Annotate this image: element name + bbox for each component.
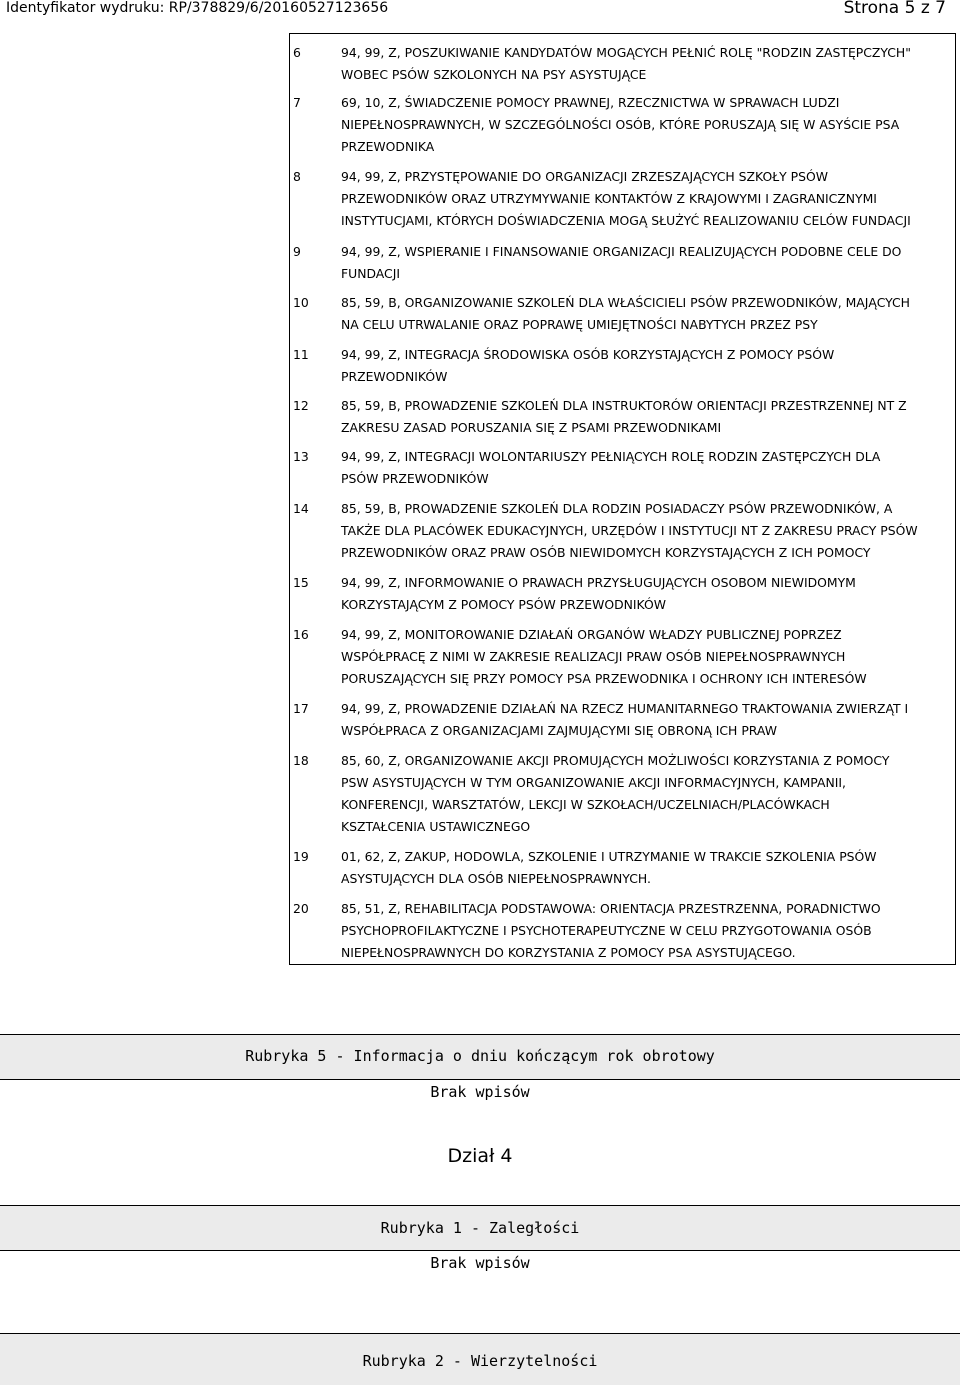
entry-number: 11: [293, 347, 309, 362]
entry-number: 7: [293, 95, 301, 110]
entry-text-line: INSTYTUCJAMI, KTÓRYCH DOŚWIADCZENIA MOGĄ SŁUŻYĆ REALIZOWANIU CELÓW FUNDACJI: [341, 213, 911, 228]
entry-text-line: 94, 99, Z, WSPIERANIE I FINANSOWANIE ORGANIZACJI REALIZUJĄCYCH PODOBNE CELE DO: [341, 244, 902, 259]
rubryka-5-value: Brak wpisów: [430, 1083, 530, 1101]
entry-text: [341, 42, 953, 86]
entry-text: [341, 498, 953, 564]
entry-number: 13: [293, 449, 309, 464]
entry-text: [341, 292, 953, 336]
entry-number: 6: [293, 45, 301, 60]
entry-number: 12: [293, 398, 309, 413]
entry-text-line: WSPÓŁPRACĘ Z NIMI W ZAKRESIE REALIZACJI PRAW OSÓB NIEPEŁNOSPRAWNYCH: [341, 649, 846, 664]
entry-number: 9: [293, 244, 301, 259]
entry-text: [341, 92, 953, 158]
rubryka-2-header: [0, 1333, 960, 1385]
entry-text-line: 94, 99, Z, PRZYSTĘPOWANIE DO ORGANIZACJI ZRZESZAJĄCYCH SZKOŁY PSÓW: [341, 169, 829, 184]
entry-text-line: PRZEWODNIKA: [341, 139, 435, 154]
rubryka-5-header: [0, 1034, 960, 1080]
entry-text-line: 94, 99, Z, INFORMOWANIE O PRAWACH PRZYSŁUGUJĄCYCH OSOBOM NIEWIDOMYM: [341, 575, 856, 590]
print-identifier: Identyfikator wydruku: RP/378829/6/20160527123656: [6, 0, 389, 16]
entry-number: 18: [293, 753, 309, 768]
entry-text-line: NIEPEŁNOSPRAWNYCH DO KORZYSTANIA Z POMOCY PSA ASYSTUJĄCEGO.: [341, 945, 796, 960]
entry-text-line: NIEPEŁNOSPRAWNYCH, W SZCZEGÓLNOŚCI OSÓB, KTÓRE PORUSZAJĄ SIĘ W ASYŚCIE PSA: [341, 117, 900, 132]
entry-text-line: 85, 59, B, ORGANIZOWANIE SZKOLEŃ DLA WŁAŚCICIELI PSÓW PRZEWODNIKÓW, MAJĄCYCH: [341, 295, 910, 310]
entry-text-line: 85, 60, Z, ORGANIZOWANIE AKCJI PROMUJĄCYCH MOŻLIWOŚCI KORZYSTANIA Z POMOCY: [341, 753, 890, 768]
entry-text-line: PRZEWODNIKÓW: [341, 369, 448, 384]
dzial-4-title: Dział 4: [447, 1145, 513, 1167]
entry-text: [341, 572, 953, 616]
rubryka-2-title: Rubryka 2 - Wierzytelności: [362, 1352, 598, 1370]
page-number: Strona 5 z 7: [843, 0, 946, 18]
entry-text-line: ASYSTUJĄCYCH DLA OSÓB NIEPEŁNOSPRAWNYCH.: [341, 871, 651, 886]
entry-number: 10: [293, 295, 309, 310]
entry-text-line: TAKŻE DLA PLACÓWEK EDUKACYJNYCH, URZĘDÓW I INSTYTUCJI NT Z ZAKRESU PRACY PSÓW: [341, 523, 918, 538]
entry-number: 19: [293, 849, 309, 864]
rubryka-1-header: [0, 1205, 960, 1251]
entry-text: [341, 446, 953, 490]
entry-text-line: PRZEWODNIKÓW ORAZ PRAW OSÓB NIEWIDOMYCH KORZYSTAJĄCYCH Z ICH POMOCY: [341, 545, 871, 560]
entry-text: [341, 241, 953, 285]
entry-text-line: KORZYSTAJĄCYM Z POMOCY PSÓW PRZEWODNIKÓW: [341, 597, 666, 612]
entry-text-line: 85, 59, B, PROWADZENIE SZKOLEŃ DLA RODZIN POSIADACZY PSÓW PRZEWODNIKÓW, A: [341, 501, 893, 516]
rubryka-5-title: Rubryka 5 - Informacja o dniu kończącym rok obrotowy: [245, 1047, 715, 1065]
entry-text-line: 94, 99, Z, INTEGRACJI WOLONTARIUSZY PEŁNIĄCYCH ROLĘ RODZIN ZASTĘPCZYCH DLA: [341, 449, 881, 464]
activities-table: [289, 33, 956, 965]
entry-text-line: 85, 59, B, PROWADZENIE SZKOLEŃ DLA INSTRUKTORÓW ORIENTACJI PRZESTRZENNEJ NT Z: [341, 398, 907, 413]
entry-text: [341, 395, 953, 439]
entry-text-line: PSÓW PRZEWODNIKÓW: [341, 471, 489, 486]
entry-number: 17: [293, 701, 309, 716]
entry-text-line: ZAKRESU ZASAD PORUSZANIA SIĘ Z PSAMI PRZEWODNIKAMI: [341, 420, 722, 435]
entry-text-line: WSPÓŁPRACA Z ORGANIZACJAMI ZAJMUJĄCYMI SIĘ OBRONĄ ICH PRAW: [341, 723, 777, 738]
entry-text-line: PORUSZAJĄCYCH SIĘ PRZY POMOCY PSA PRZEWODNIKA I OCHRONY ICH INTERESÓW: [341, 671, 867, 686]
entry-text: [341, 344, 953, 388]
print-header: [0, 0, 960, 24]
entry-text-line: 01, 62, Z, ZAKUP, HODOWLA, SZKOLENIE I UTRZYMANIE W TRAKCIE SZKOLENIA PSÓW: [341, 849, 877, 864]
entry-text-line: 94, 99, Z, INTEGRACJA ŚRODOWISKA OSÓB KORZYSTAJĄCYCH Z POMOCY PSÓW: [341, 347, 835, 362]
entry-text: [341, 166, 953, 232]
entry-number: 20: [293, 901, 309, 916]
entry-text-line: 94, 99, Z, MONITOROWANIE DZIAŁAŃ ORGANÓW WŁADZY PUBLICZNEJ POPRZEZ: [341, 627, 842, 642]
entry-text-line: 85, 51, Z, REHABILITACJA PODSTAWOWA: ORIENTACJA PRZESTRZENNA, PORADNICTWO: [341, 901, 881, 916]
entry-text-line: NA CELU UTRWALANIE ORAZ POPRAWĘ UMIEJĘTNOŚCI NABYTYCH PRZEZ PSY: [341, 317, 818, 332]
entry-number: 16: [293, 627, 309, 642]
entry-number: 14: [293, 501, 309, 516]
entry-text: [341, 750, 953, 838]
entry-number: 8: [293, 169, 301, 184]
entry-text-line: PRZEWODNIKÓW ORAZ UTRZYMYWANIE KONTAKTÓW Z KRAJOWYMI I ZAGRANICZNYMI: [341, 191, 877, 206]
entry-text: [341, 846, 953, 890]
entry-text: [341, 698, 953, 742]
entry-text-line: 94, 99, Z, POSZUKIWANIE KANDYDATÓW MOGĄCYCH PEŁNIĆ ROLĘ "RODZIN ZASTĘPCZYCH": [341, 45, 911, 60]
entry-text-line: WOBEC PSÓW SZKOLONYCH NA PSY ASYSTUJĄCE: [341, 67, 647, 82]
entry-text-line: PSW ASYSTUJĄCYCH W TYM ORGANIZOWANIE AKCJI INFORMACYJNYCH, KAMPANII,: [341, 775, 846, 790]
entry-text-line: 69, 10, Z, ŚWIADCZENIE POMOCY PRAWNEJ, RZECZNICTWA W SPRAWACH LUDZI: [341, 95, 840, 110]
entry-text-line: KSZTAŁCENIA USTAWICZNEGO: [341, 819, 531, 834]
entry-number: 15: [293, 575, 309, 590]
entry-text-line: PSYCHOPROFILAKTYCZNE I PSYCHOTERAPEUTYCZNE W CELU PRZYGOTOWANIA OSÓB: [341, 923, 872, 938]
entry-text-line: 94, 99, Z, PROWADZENIE DZIAŁAŃ NA RZECZ HUMANITARNEGO TRAKTOWANIA ZWIERZĄT I: [341, 701, 909, 716]
entry-text-line: KONFERENCJI, WARSZTATÓW, LEKCJI W SZKOŁACH/UCZELNIACH/PLACÓWKACH: [341, 797, 830, 812]
entry-text-line: FUNDACJI: [341, 266, 401, 281]
rubryka-1-value: Brak wpisów: [430, 1254, 530, 1272]
entry-text: [341, 624, 953, 690]
entry-text: [341, 898, 953, 964]
rubryka-1-title: Rubryka 1 - Zaległości: [380, 1219, 580, 1237]
